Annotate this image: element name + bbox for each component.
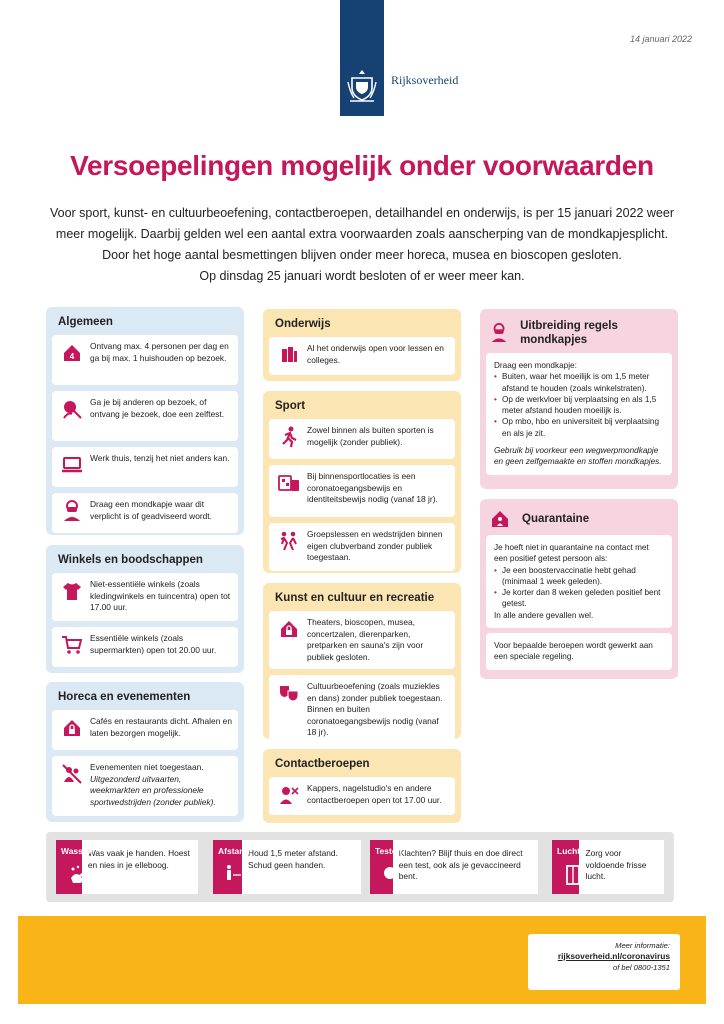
item-text: Essentiële winkels (zoals supermarkten) open tot 20.00 uur. xyxy=(90,633,217,655)
hygiene-text: Houd 1,5 meter afstand. Schud geen handen. xyxy=(248,848,338,870)
bullet-list xyxy=(494,565,664,610)
hairdresser-icon xyxy=(275,783,303,807)
panel-title: Kunst en cultuur en recreatie xyxy=(275,592,435,604)
bullet-list xyxy=(494,371,664,439)
item-text: Bij binnensportlocaties is een coronatoegangsbewijs en identiteitsbewijs nodig (vanaf 18 jr). xyxy=(307,471,438,504)
laptop-icon xyxy=(58,453,86,477)
note-text: Gebruik bij voorkeur een wegwerpmondkapje en geen zelfgemaakte en stoffen mondkapjes. xyxy=(494,446,662,467)
house-4-icon xyxy=(58,341,86,365)
hygiene-label: Lucht xyxy=(557,846,581,856)
panel-mondkapjes xyxy=(480,309,678,489)
panel-algemeen xyxy=(46,307,244,535)
tail-text: In alle andere gevallen wel. xyxy=(494,610,594,620)
panel-title: Contactberoepen xyxy=(275,758,370,770)
qr-id-icon xyxy=(275,471,303,495)
house-person-icon xyxy=(490,509,510,529)
hygiene-card-testen xyxy=(370,840,538,894)
panel-title: Sport xyxy=(275,400,306,412)
coat-of-arms-icon xyxy=(346,68,378,104)
face-mask-icon xyxy=(58,499,86,523)
panel-header xyxy=(490,509,672,529)
panel-title: Onderwijs xyxy=(275,318,331,330)
hygiene-label: Testen xyxy=(375,846,402,856)
info-box xyxy=(528,934,680,990)
item-text: Niet-essentiële winkels (zoals kledingwinkels en tuincentra) open tot 17.00 uur. xyxy=(90,579,231,612)
shirt-icon xyxy=(58,579,86,603)
item-text: Ga je bij anderen op bezoek, of ontvang je bezoek, doe een zelftest. xyxy=(90,397,225,419)
panel-title: Horeca en evenementen xyxy=(58,691,191,703)
list-item: • Op mbo, hbo en universiteit bij verplaatsing en als je zit. xyxy=(494,416,664,439)
footer-band xyxy=(18,916,706,1004)
date: 14 januari 2022 xyxy=(629,34,692,44)
info-link[interactable]: rijksoverheid.nl/coronavirus xyxy=(557,951,670,961)
svg-text:4: 4 xyxy=(69,352,75,361)
item-text: Al het onderwijs open voor lessen en colleges. xyxy=(307,343,444,365)
list-item xyxy=(269,675,455,745)
list-item xyxy=(52,573,238,621)
item-text: Cafés en restaurants dicht. Afhalen en laten bezorgen mogelijk. xyxy=(90,716,232,738)
no-events-icon xyxy=(58,762,86,786)
hygiene-label: Wassen xyxy=(61,846,93,856)
item-text: Werk thuis, tenzij het niet anders kan. xyxy=(90,453,230,463)
hygiene-tag xyxy=(552,840,579,894)
panel-title: Winkels en boodschappen xyxy=(58,554,203,566)
item-text xyxy=(90,762,232,808)
item-text: Theaters, bioscopen, musea, concertzalen, dierenparken, pretparken en sauna's zijn voor publiek gesloten. xyxy=(307,617,424,662)
hygiene-text: Was vaak je handen. Hoest en nies in je elleboog. xyxy=(87,848,190,870)
shopping-cart-icon xyxy=(58,633,86,657)
theatre-closed-icon xyxy=(275,617,303,641)
theatre-masks-icon xyxy=(275,681,303,705)
item-text: Draag een mondkapje waar dit verplicht is of geadviseerd wordt. xyxy=(90,499,212,521)
panel-contactberoepen xyxy=(263,749,461,823)
more-info-label: Meer informatie: xyxy=(615,941,670,950)
cafe-closed-icon xyxy=(58,716,86,740)
list-item xyxy=(269,523,455,571)
panel-title: Uitbreiding regels mondkapjes xyxy=(520,320,618,346)
phone-text: of bel 0800-1351 xyxy=(612,963,670,972)
hygiene-label: Afstand xyxy=(218,846,250,856)
hygiene-card-afstand xyxy=(213,840,361,894)
hygiene-strip xyxy=(46,832,674,902)
intro-line: Door het hoge aantal besmettingen blijven onder meer horeca, musea en bioscopen gesloten. xyxy=(102,248,622,262)
test-swab-icon xyxy=(382,864,404,886)
hygiene-tag xyxy=(213,840,250,894)
hygiene-tag xyxy=(370,840,402,894)
panel-winkels xyxy=(46,545,244,673)
panel-kunst xyxy=(263,583,461,739)
item-text-main: Evenementen niet toegestaan. xyxy=(90,762,204,772)
face-mask-icon xyxy=(490,323,508,343)
item-text: Groepslessen en wedstrijden binnen eigen clubverband zonder publiek toegestaan. xyxy=(307,529,443,562)
list-item xyxy=(52,447,238,487)
item-text: Kappers, nagelstudio's en andere contactberoepen open tot 17.00 uur. xyxy=(307,783,442,805)
panel-title: Quarantaine xyxy=(522,513,590,525)
panel-onderwijs xyxy=(263,309,461,381)
books-icon xyxy=(275,343,303,367)
panel-title: Algemeen xyxy=(58,316,113,328)
item-text-note: Uitgezonderd uitvaarten, weekmarkten en professionele sportwedstrijden (zonder publiek). xyxy=(90,773,216,807)
list-item xyxy=(52,335,238,385)
logo-text: Rijksoverheid xyxy=(391,73,459,87)
runner-icon xyxy=(275,425,303,449)
intro-line: meer mogelijk. Daarbij gelden wel een aantal extra voorwaarden zoals aanscherping van de mondkapjesplicht. xyxy=(55,227,669,241)
quarantaine-extra-box xyxy=(486,633,672,670)
hygiene-card-wassen xyxy=(56,840,198,894)
mondkapjes-box xyxy=(486,353,672,475)
list-item xyxy=(52,710,238,750)
list-item: • Je korter dan 8 weken geleden positief bent getest. xyxy=(494,587,664,610)
hygiene-card-lucht xyxy=(552,840,664,894)
ventilation-icon xyxy=(564,864,586,886)
lead-text: Draag een mondkapje: xyxy=(494,361,577,370)
intro-line: Op dinsdag 25 januari wordt besloten of er weer meer kan. xyxy=(199,269,525,283)
panel-sport xyxy=(263,391,461,573)
extra-text: Voor bepaalde beroepen wordt gewerkt aan een speciale regeling. xyxy=(494,641,653,662)
list-item xyxy=(269,611,455,669)
item-text: Ontvang max. 4 personen per dag en ga bij max. 1 huishouden op bezoek. xyxy=(90,341,229,363)
hygiene-text: Zorg voor voldoende frisse lucht. xyxy=(585,848,647,881)
panel-quarantaine xyxy=(480,499,678,679)
intro-text xyxy=(40,203,684,287)
distance-icon xyxy=(225,864,249,886)
group-sport-icon xyxy=(275,529,303,553)
hand-wash-icon xyxy=(68,864,90,886)
lead-text: Je hoeft niet in quarantaine na contact met een positief getest persoon als: xyxy=(494,543,649,564)
panel-horeca xyxy=(46,682,244,822)
page-title: Versoepelingen mogelijk onder voorwaarden xyxy=(70,150,654,181)
list-item xyxy=(269,465,455,517)
list-item: • Op de werkvloer bij verplaatsing en als 1,5 meter afstand houden moeilijk is. xyxy=(494,394,664,417)
intro-line: Voor sport, kunst- en cultuurbeoefening, contactberoepen, detailhandel en onderwijs, is per 15 januari 2022 weer xyxy=(49,206,675,220)
quarantaine-box xyxy=(486,535,672,628)
hygiene-text: Klachten? Blijf thuis en doe direct een test, ook als je gevaccineerd bent. xyxy=(398,848,523,881)
item-text: Cultuurbeoefening (zoals muziekles en dans) zonder publiek toegestaan. Binnen en buiten coronatoegangsbewijs nodig (vanaf 18 jr). xyxy=(307,681,443,737)
list-item: • Je een boostervaccinatie hebt gehad (minimaal 1 week geleden). xyxy=(494,565,664,588)
panel-header xyxy=(490,319,672,347)
list-item: • Buiten, waar het moeilijk is om 1,5 meter afstand te houden (zoals winkelstraten). xyxy=(494,371,664,394)
list-item xyxy=(269,419,455,459)
list-item xyxy=(269,337,455,375)
self-test-icon xyxy=(58,397,86,421)
list-item xyxy=(52,756,238,816)
list-item xyxy=(269,777,455,815)
list-item xyxy=(52,493,238,533)
item-text: Zowel binnen als buiten sporten is mogelijk (zonder publiek). xyxy=(307,425,434,447)
hygiene-tag xyxy=(56,840,93,894)
list-item xyxy=(52,391,238,441)
list-item xyxy=(52,627,238,667)
